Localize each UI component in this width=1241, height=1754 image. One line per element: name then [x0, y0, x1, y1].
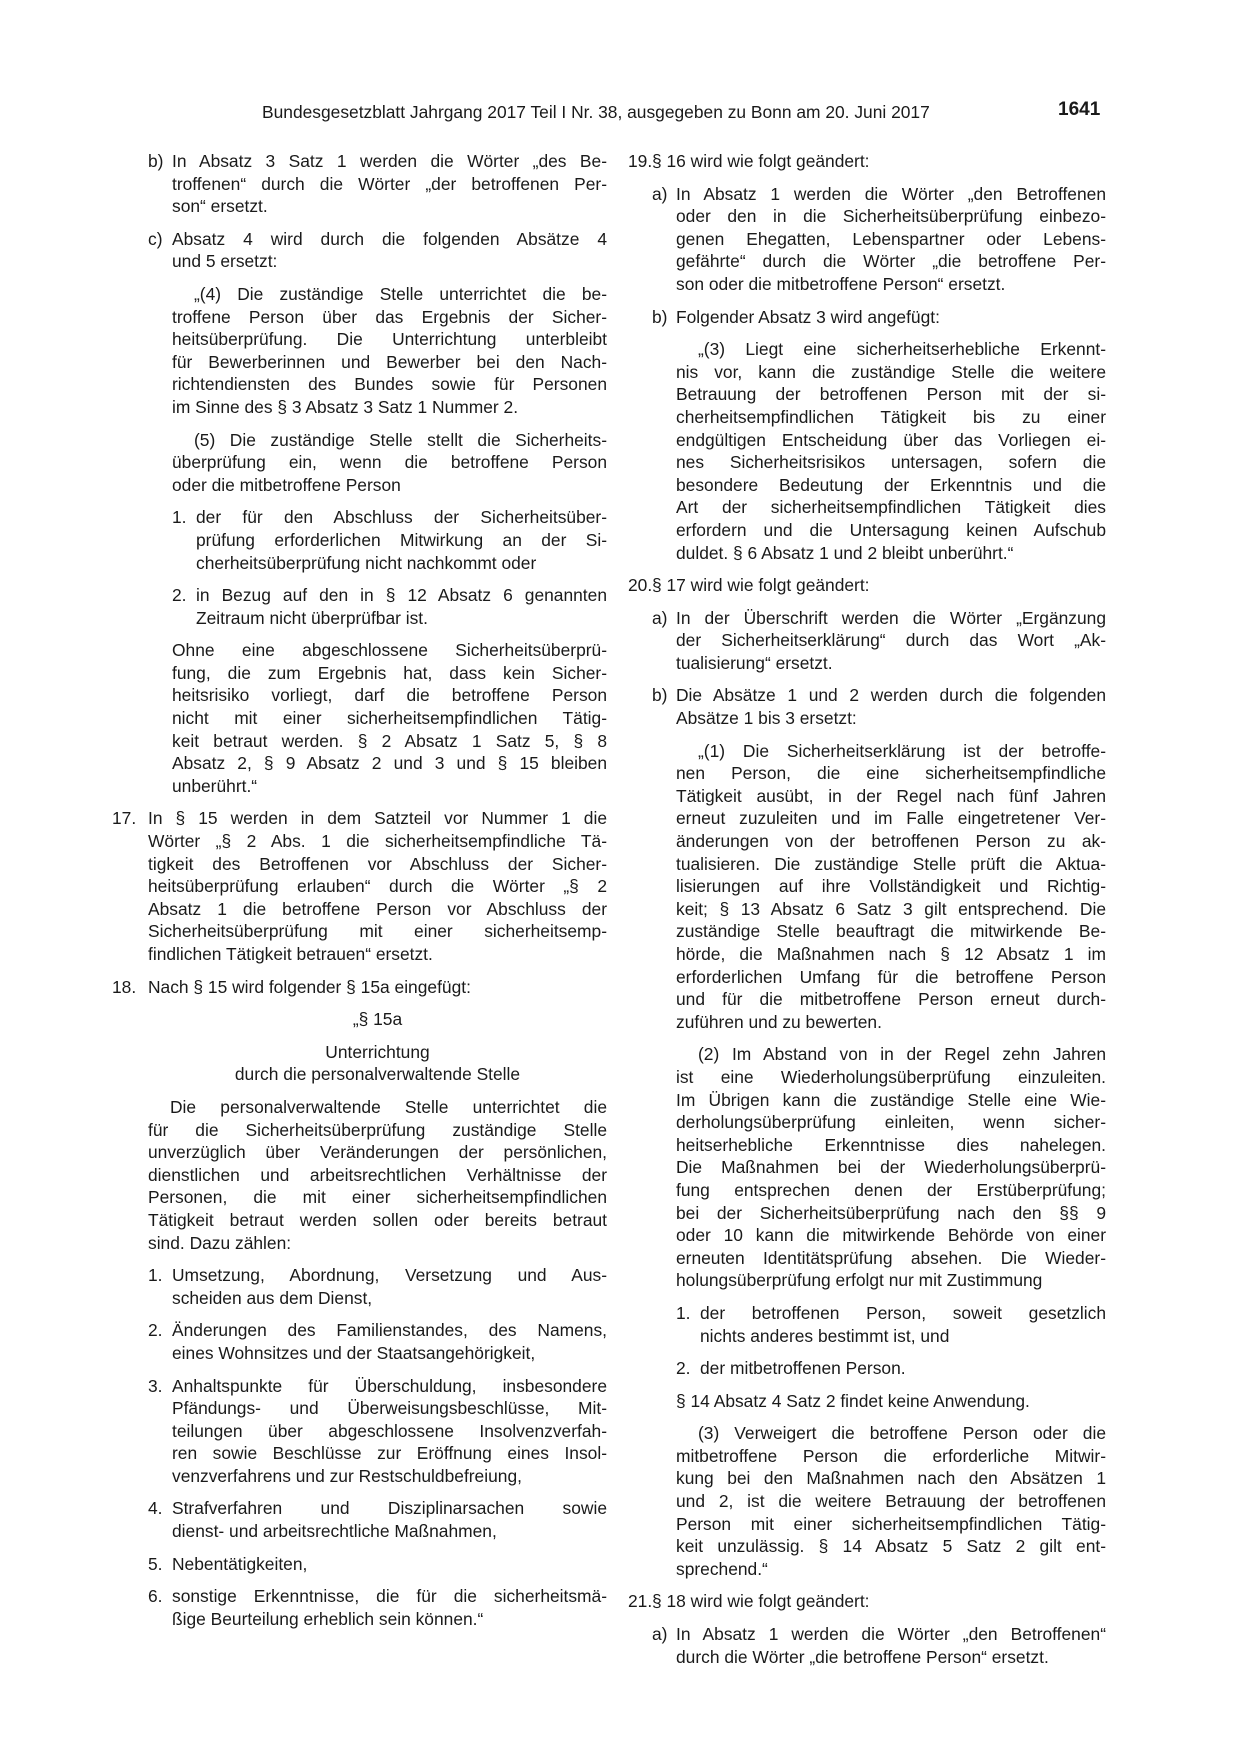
- item-c: [130, 228, 607, 273]
- text-line: durch die personalverwaltende Stelle: [234, 1064, 521, 1085]
- item-b: [130, 150, 607, 218]
- item-label: 21.: [628, 1591, 653, 1612]
- item-label: 2.: [148, 1320, 163, 1341]
- text-line: für Bewerberinnen und Bewerber bei den Nach-: [172, 351, 607, 372]
- item-20b: [628, 684, 1106, 729]
- subitem-r1: [628, 1302, 1106, 1347]
- text-line: § 17 wird wie folgt geändert:: [652, 575, 870, 596]
- text-line: In § 15 werden in dem Satzteil vor Nummer 1 die: [148, 808, 607, 829]
- text-line: Betrauung der betroffenen Person mit der si-: [676, 384, 1106, 405]
- text-line: cherheitsempfindlichen Tätigkeit bis zu einer: [676, 406, 1106, 427]
- text-line: erforderlichen Umfang für die betroffene Person: [676, 966, 1106, 987]
- text-line: heitsüberprüfung. Die Unterrichtung unterbleibt: [172, 329, 607, 350]
- section-body: [130, 1096, 607, 1254]
- text-line: Personen, die mit einer sicherheitsempfindlichen: [148, 1187, 607, 1208]
- subitem-2: [130, 584, 607, 629]
- text-line: oder die mitbetroffene Person: [172, 474, 401, 495]
- text-line: unberührt.“: [172, 775, 258, 796]
- text-line: dienstlichen und arbeitsrechtlichen Verhältnisse der: [148, 1164, 607, 1185]
- text-line: und 5 ersetzt:: [172, 251, 278, 272]
- text-line: Anhaltspunkte für Überschuldung, insbesondere: [172, 1375, 607, 1396]
- text-line: sprechend.“: [676, 1558, 768, 1579]
- item-20a: [628, 607, 1106, 675]
- text-line: troffene Person über das Ergebnis der Sicher-: [172, 306, 607, 327]
- item-label: 5.: [148, 1553, 163, 1574]
- paragraph-r3: [628, 1422, 1106, 1580]
- page-number: 1641: [1058, 99, 1101, 120]
- text-line: Folgender Absatz 3 wird angefügt:: [676, 306, 940, 327]
- text-line: Tätigkeit betraut werden sollen oder bereits betraut: [148, 1209, 607, 1230]
- text-line: holungsüberprüfung erfolgt nur mit Zustimmung: [676, 1270, 1043, 1291]
- text-line: kung bei den Maßnahmen nach den Absätzen 1: [676, 1468, 1106, 1489]
- text-line: nis vor, kann die zuständige Stelle die weitere: [676, 361, 1106, 382]
- item-label: a): [652, 1624, 668, 1645]
- text-line: cherheitsüberprüfung nicht nachkommt oder: [196, 552, 537, 573]
- text-line: nen Person, die eine sicherheitsempfindliche: [676, 763, 1106, 784]
- gazette-title: Bundesgesetzblatt Jahrgang 2017 Teil I Nr. 38, ausgegeben zu Bonn am 20. Juni 2017: [262, 102, 930, 122]
- text-line: zuführen und zu bewerten.: [676, 1011, 882, 1032]
- section-title: „§ 15a: [352, 1009, 403, 1030]
- text-line: gefährte“ durch die Wörter „die betroffene Per-: [676, 251, 1106, 272]
- text-line: tigkeit des Betroffenen vor Abschluss der Sicher-: [148, 853, 607, 874]
- text-line: Tätigkeit ausübt, in der Regel nach fünf Jahren: [676, 785, 1106, 806]
- text-line: Nach § 15 wird folgender § 15a eingefügt:: [148, 976, 471, 997]
- text-line: für die Sicherheitsüberprüfung zuständige Stelle: [148, 1119, 607, 1140]
- text-line: son“ ersetzt.: [172, 196, 268, 217]
- text-line: Strafverfahren und Disziplinarsachen sowie: [172, 1498, 607, 1519]
- text-line: heitsüberprüfung erlauben“ durch die Wörter „§ 2: [148, 876, 607, 897]
- item-19a: [628, 183, 1106, 296]
- item-label: a): [652, 607, 668, 628]
- item-c-text: [172, 228, 607, 273]
- list-item: [130, 1375, 607, 1488]
- text-line: erneuten Identitätsprüfung absehen. Die Wieder-: [676, 1247, 1106, 1268]
- text-line: duldet. § 6 Absatz 1 und 2 bleibt unberührt.“: [676, 542, 1014, 563]
- text-line: (5) Die zuständige Stelle stellt die Sicherheits-: [194, 429, 607, 450]
- text-line: keit betraut werden. § 2 Absatz 1 Satz 5, § 8: [172, 730, 607, 751]
- text-line: Die Maßnahmen bei der Wiederholungsüberprü-: [676, 1157, 1106, 1178]
- text-line: im Sinne des § 3 Absatz 3 Satz 1 Nummer 2.: [172, 396, 519, 417]
- text-line: und 2, ist die weitere Betrauung der betroffenen: [676, 1491, 1106, 1512]
- item-b-text: [172, 150, 607, 218]
- text-line: heitsrisiko vorliegt, darf die betroffene Person: [172, 685, 607, 706]
- item-label: 17.: [112, 808, 137, 829]
- paragraph-r2: [628, 1043, 1106, 1292]
- text-line: nicht mit einer sicherheitsempfindlichen Tätig-: [172, 708, 607, 729]
- item-label: b): [148, 151, 164, 171]
- text-line: durch die Wörter „die betroffene Person“ ersetzt.: [676, 1646, 1049, 1667]
- text-line: zuständige Stelle beauftragt die mitwirkende Be-: [676, 921, 1106, 942]
- text-line: Im Übrigen kann die zuständige Stelle eine Wie-: [676, 1089, 1106, 1110]
- item-label: a): [652, 183, 668, 204]
- text-line: Unterrichtung: [325, 1041, 430, 1062]
- text-line: sonstige Erkenntnisse, die für die sicherheitsmä-: [172, 1586, 607, 1607]
- text-line: findlichen Tätigkeit betrauen“ ersetzt.: [148, 944, 433, 964]
- page-header: [0, 100, 1241, 130]
- text-line: tualisierung“ ersetzt.: [676, 652, 833, 673]
- item-label: 20.: [628, 575, 653, 596]
- text-line: in Bezug auf den in § 12 Absatz 6 genannten: [196, 585, 607, 606]
- item-label: 18.: [112, 976, 137, 997]
- text-line: son oder die mitbetroffene Person“ ersetzt.: [676, 273, 1006, 294]
- text-line: änderungen von der betroffenen Person zu ak-: [676, 831, 1106, 852]
- text-line: Ohne eine abgeschlossene Sicherheitsüberprü-: [172, 640, 607, 661]
- text-line: tualisieren. Die zuständige Stelle prüft die Aktua-: [676, 853, 1106, 874]
- text-line: der Sicherheitserklärung“ durch das Wort „Ak-: [676, 630, 1106, 651]
- item-label: 19.: [628, 151, 653, 171]
- list-item: [130, 1585, 607, 1630]
- item-21: [628, 1590, 1106, 1613]
- text-line: ist eine Wiederholungsüberprüfung einzuleiten.: [676, 1066, 1106, 1087]
- text-line: keit; § 13 Absatz 6 Satz 3 gilt entsprechend. Die: [676, 898, 1106, 919]
- text-line: sind. Dazu zählen:: [148, 1232, 292, 1253]
- paragraph-r1: [628, 740, 1106, 1034]
- item-21a: [628, 1623, 1106, 1668]
- text-line: der für den Abschluss der Sicherheitsüber-: [196, 507, 607, 528]
- list-item: [130, 1553, 607, 1576]
- text-line: Absatz 2, § 9 Absatz 2 und 3 und § 15 bleiben: [172, 753, 607, 774]
- text-line: prüfung erforderlichen Mitwirkung an der Si-: [196, 529, 607, 550]
- text-line: Umsetzung, Abordnung, Versetzung und Aus-: [172, 1265, 607, 1286]
- text-line: erneut zuzuleiten und im Falle eingetretener Ver-: [676, 808, 1106, 829]
- text-line: oder 10 kann die mitwirkende Behörde von einer: [676, 1225, 1106, 1246]
- text-line: Sicherheitsüberprüfung mit einer sicherheitsemp-: [148, 921, 607, 942]
- paragraph-5: [130, 429, 607, 497]
- text-line: In Absatz 3 Satz 1 werden die Wörter „des Be-: [172, 151, 607, 171]
- text-line: Pfändungs- und Überweisungsbeschlüsse, Mit-: [172, 1398, 607, 1419]
- text-line: Die Absätze 1 und 2 werden durch die folgenden: [676, 685, 1106, 706]
- text-line: venzverfahrens und zur Restschuldbefreiung,: [172, 1465, 522, 1486]
- subitem-r2: [628, 1357, 1106, 1380]
- list-item: [130, 1319, 607, 1364]
- section-list: [130, 1264, 607, 1630]
- text-line: Wörter „§ 2 Abs. 1 die sicherheitsempfindliche Tä-: [148, 831, 607, 852]
- text-line: und für die mitbetroffene Person erneut durch-: [676, 989, 1106, 1010]
- text-line: endgültigen Entscheidung über das Vorliegen ei-: [676, 429, 1106, 450]
- text-line: Änderungen des Familienstandes, des Namens,: [172, 1320, 607, 1341]
- paragraph-4: [130, 283, 607, 419]
- paragraph-s14: [628, 1390, 1106, 1413]
- text-line: ßige Beurteilung erheblich sein können.“: [172, 1608, 484, 1629]
- text-line: § 18 wird wie folgt geändert:: [652, 1591, 870, 1612]
- item-label: 3.: [148, 1375, 163, 1396]
- right-column: [628, 150, 1106, 1678]
- text-line: (3) Verweigert die betroffene Person oder die: [698, 1423, 1106, 1444]
- text-line: oder den in die Sicherheitsüberprüfung einbezo-: [676, 206, 1106, 227]
- item-label: 1.: [148, 1265, 163, 1286]
- text-line: § 16 wird wie folgt geändert:: [652, 151, 870, 171]
- text-line: ren sowie Beschlüsse zur Eröffnung eines Insol-: [172, 1443, 607, 1464]
- text-line: scheiden aus dem Dienst,: [172, 1287, 373, 1308]
- text-line: In Absatz 1 werden die Wörter „den Betroffenen“: [676, 1624, 1106, 1645]
- item-20: [628, 574, 1106, 597]
- text-line: erfordern und die Untersagung keinen Aufschub: [676, 519, 1106, 540]
- item-label: 2.: [676, 1358, 691, 1379]
- text-line: der mitbetroffenen Person.: [700, 1358, 906, 1379]
- text-line: genen Ehegatten, Lebenspartner oder Lebens-: [676, 228, 1106, 249]
- text-line: troffenen“ durch die Wörter „der betroffenen Per-: [172, 173, 607, 194]
- text-line: Absatz 4 wird durch die folgenden Absätze 4: [172, 228, 607, 249]
- text-line: „(1) Die Sicherheitserklärung ist der betroffe-: [698, 740, 1106, 761]
- text-line: Zeitraum nicht überprüfbar ist.: [196, 607, 428, 628]
- text-line: derholungsüberprüfung einleiten, wenn sicher-: [676, 1112, 1106, 1133]
- text-line: Person mit einer sicherheitsempfindlichen Tätig-: [676, 1513, 1106, 1534]
- text-line: § 14 Absatz 4 Satz 2 findet keine Anwendung.: [676, 1390, 1030, 1411]
- text-line: In Absatz 1 werden die Wörter „den Betroffenen: [676, 183, 1106, 204]
- text-line: besondere Bedeutung der Erkenntnis und die: [676, 474, 1106, 495]
- text-line: In der Überschrift werden die Wörter „Ergänzung: [676, 607, 1106, 628]
- text-line: „(3) Liegt eine sicherheitserhebliche Erkennt-: [698, 339, 1106, 360]
- text-line: fung, die zum Ergebnis hat, dass kein Sicher-: [172, 662, 607, 683]
- item-label: 2.: [172, 585, 187, 606]
- item-label: 1.: [172, 507, 187, 528]
- section-heading: [130, 1041, 607, 1086]
- item-label: 4.: [148, 1498, 163, 1519]
- text-line: nichts anderes bestimmt ist, und: [700, 1325, 950, 1346]
- text-line: Art der sicherheitsempfindlichen Tätigkeit dies: [676, 497, 1106, 518]
- subitem-1: [130, 506, 607, 574]
- text-line: eines Wohnsitzes und der Staatsangehörigkeit,: [172, 1342, 536, 1363]
- text-line: mitbetroffene Person die erforderliche Mitwir-: [676, 1445, 1106, 1466]
- item-label: b): [652, 685, 668, 706]
- text-line: teilungen über abgeschlossene Insolvenzverfah-: [172, 1420, 607, 1441]
- list-item: [130, 1497, 607, 1542]
- text-line: hörde, die Maßnahmen nach § 12 Absatz 1 im: [676, 944, 1106, 964]
- text-line: Absätze 1 bis 3 ersetzt:: [676, 708, 857, 729]
- paragraph-3-insert: [628, 338, 1106, 564]
- item-label: c): [148, 228, 163, 249]
- text-line: der betroffenen Person, soweit gesetzlich: [700, 1302, 1106, 1323]
- item-19: [628, 150, 1106, 173]
- text-line: (2) Im Abstand von in der Regel zehn Jahren: [698, 1044, 1106, 1065]
- closing-paragraph: [130, 639, 607, 797]
- item-17: [112, 807, 607, 965]
- text-line: „(4) Die zuständige Stelle unterrichtet die be-: [194, 283, 607, 304]
- text-line: bei der Sicherheitsüberprüfung nach den §§ 9: [676, 1202, 1106, 1223]
- text-line: Nebentätigkeiten,: [172, 1553, 308, 1574]
- item-18: [112, 976, 607, 999]
- text-line: keit unzulässig. § 14 Absatz 5 Satz 2 gilt ent-: [676, 1536, 1106, 1557]
- item-label: b): [652, 306, 668, 327]
- text-line: Die personalverwaltende Stelle unterrichtet die: [170, 1096, 607, 1117]
- text-line: heitserhebliche Erkenntnisse dies nahelegen.: [676, 1134, 1106, 1155]
- text-line: dienst- und arbeitsrechtliche Maßnahmen,: [172, 1521, 497, 1542]
- text-line: richtendiensten des Bundes sowie für Personen: [172, 374, 607, 395]
- text-line: Absatz 1 die betroffene Person vor Abschluss der: [148, 898, 607, 919]
- text-line: fung entsprechen denen der Erstüberprüfung;: [676, 1179, 1106, 1200]
- item-19b: [628, 306, 1106, 329]
- text-line: unverzüglich über Veränderungen der persönlichen,: [148, 1142, 607, 1163]
- item-label: 1.: [676, 1302, 691, 1323]
- item-label: 6.: [148, 1586, 163, 1607]
- text-line: nes Sicherheitsrisikos untersagen, sofern die: [676, 452, 1106, 473]
- text-line: lisierungen auf ihre Vollständigkeit und Richtig-: [676, 876, 1106, 897]
- left-column: [112, 150, 607, 1640]
- list-item: [130, 1264, 607, 1309]
- text-line: überprüfung ein, wenn die betroffene Person: [172, 452, 607, 473]
